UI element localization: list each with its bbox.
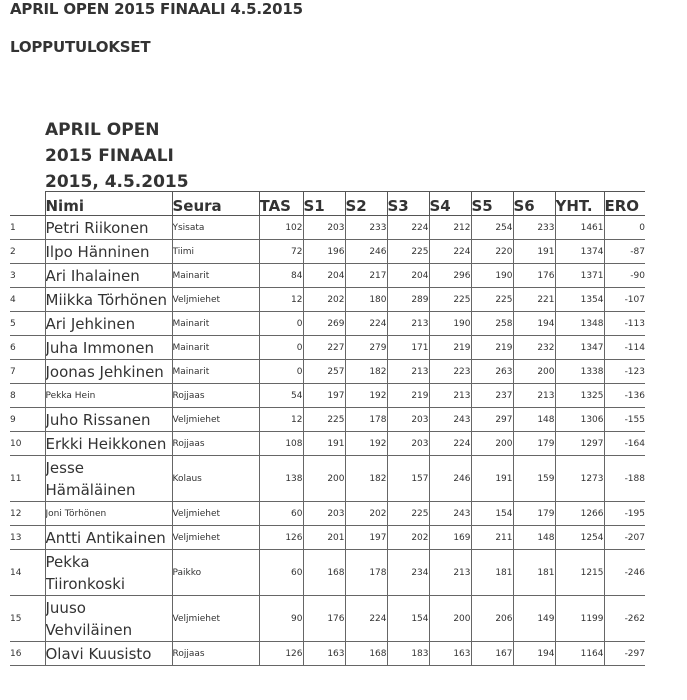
s2-cell: 224: [345, 596, 387, 642]
page-subtitle: LOPPUTULOKSET: [10, 38, 151, 56]
club-cell: Veljmiehet: [172, 596, 259, 642]
tas-cell: 138: [259, 456, 303, 502]
s4-cell: 213: [429, 384, 471, 408]
s3-cell: 203: [387, 432, 429, 456]
name-cell: Jesse Hämäläinen: [45, 456, 172, 502]
table-title-line: 2015, 4.5.2015: [45, 172, 189, 192]
table-row: [10, 550, 645, 596]
ero-cell: 0: [604, 216, 645, 240]
table-row: [10, 642, 645, 666]
s1-cell: 202: [303, 288, 345, 312]
table-body: [10, 216, 645, 666]
s4-cell: 200: [429, 596, 471, 642]
rank-cell: 6: [10, 336, 45, 360]
club-cell: Veljmiehet: [172, 526, 259, 550]
s6-cell: 194: [513, 642, 555, 666]
club-cell: Rojjaas: [172, 432, 259, 456]
ero-cell: -136: [604, 384, 645, 408]
tas-cell: 90: [259, 596, 303, 642]
total-cell: 1164: [555, 642, 604, 666]
s3-cell: 154: [387, 596, 429, 642]
total-cell: 1215: [555, 550, 604, 596]
header-rank: [10, 192, 45, 216]
header-cell: S2: [345, 192, 387, 216]
table-row: [10, 360, 645, 384]
header-cell: S1: [303, 192, 345, 216]
name-cell: Pekka Tiironkoski: [45, 550, 172, 596]
ero-cell: -114: [604, 336, 645, 360]
header-cell: S5: [471, 192, 513, 216]
s3-cell: 224: [387, 216, 429, 240]
table-row: [10, 408, 645, 432]
ero-cell: -297: [604, 642, 645, 666]
rank-cell: 7: [10, 360, 45, 384]
rank-cell: 13: [10, 526, 45, 550]
tas-cell: 12: [259, 408, 303, 432]
s6-cell: 181: [513, 550, 555, 596]
total-cell: 1347: [555, 336, 604, 360]
s6-cell: 232: [513, 336, 555, 360]
s5-cell: 167: [471, 642, 513, 666]
s3-cell: 219: [387, 384, 429, 408]
s3-cell: 234: [387, 550, 429, 596]
s6-cell: 200: [513, 360, 555, 384]
s1-cell: 163: [303, 642, 345, 666]
rank-cell: 2: [10, 240, 45, 264]
name-cell: Pekka Hein: [45, 384, 172, 408]
club-cell: Tiimi: [172, 240, 259, 264]
s1-cell: 197: [303, 384, 345, 408]
s3-cell: 213: [387, 312, 429, 336]
s6-cell: 159: [513, 456, 555, 502]
s1-cell: 176: [303, 596, 345, 642]
total-cell: 1306: [555, 408, 604, 432]
club-cell: Veljmiehet: [172, 288, 259, 312]
s4-cell: 224: [429, 240, 471, 264]
name-cell: Erkki Heikkonen: [45, 432, 172, 456]
club-cell: Mainarit: [172, 336, 259, 360]
s1-cell: 200: [303, 456, 345, 502]
total-cell: 1461: [555, 216, 604, 240]
table-row: [10, 384, 645, 408]
header-cell: S6: [513, 192, 555, 216]
ero-cell: -87: [604, 240, 645, 264]
s1-cell: 204: [303, 264, 345, 288]
total-cell: 1348: [555, 312, 604, 336]
rank-cell: 11: [10, 456, 45, 502]
rank-cell: 4: [10, 288, 45, 312]
page-title: APRIL OPEN 2015 FINAALI 4.5.2015: [10, 0, 303, 18]
club-cell: Mainarit: [172, 264, 259, 288]
club-cell: Paikko: [172, 550, 259, 596]
ero-cell: -246: [604, 550, 645, 596]
name-cell: Petri Riikonen: [45, 216, 172, 240]
s2-cell: 233: [345, 216, 387, 240]
s3-cell: 204: [387, 264, 429, 288]
table-row: [10, 526, 645, 550]
s5-cell: 297: [471, 408, 513, 432]
s1-cell: 191: [303, 432, 345, 456]
ero-cell: -164: [604, 432, 645, 456]
s5-cell: 263: [471, 360, 513, 384]
s6-cell: 148: [513, 526, 555, 550]
name-cell: Ilpo Hänninen: [45, 240, 172, 264]
tas-cell: 0: [259, 336, 303, 360]
header-cell: S4: [429, 192, 471, 216]
s3-cell: 203: [387, 408, 429, 432]
s1-cell: 225: [303, 408, 345, 432]
rank-cell: 3: [10, 264, 45, 288]
s2-cell: 182: [345, 456, 387, 502]
s6-cell: 213: [513, 384, 555, 408]
s4-cell: 190: [429, 312, 471, 336]
tas-cell: 84: [259, 264, 303, 288]
tas-cell: 0: [259, 360, 303, 384]
ero-cell: -113: [604, 312, 645, 336]
tas-cell: 126: [259, 526, 303, 550]
s2-cell: 217: [345, 264, 387, 288]
results-table-title: [45, 117, 189, 195]
header-cell: YHT.: [555, 192, 604, 216]
name-cell: Olavi Kuusisto: [45, 642, 172, 666]
tas-cell: 54: [259, 384, 303, 408]
header-cell: Seura: [172, 192, 259, 216]
ero-cell: -262: [604, 596, 645, 642]
s5-cell: 220: [471, 240, 513, 264]
club-cell: Rojjaas: [172, 642, 259, 666]
table-row: [10, 336, 645, 360]
total-cell: 1338: [555, 360, 604, 384]
s4-cell: 296: [429, 264, 471, 288]
s1-cell: 269: [303, 312, 345, 336]
s5-cell: 200: [471, 432, 513, 456]
ero-cell: -123: [604, 360, 645, 384]
s5-cell: 237: [471, 384, 513, 408]
tas-cell: 60: [259, 550, 303, 596]
name-cell: Ari Ihalainen: [45, 264, 172, 288]
tas-cell: 0: [259, 312, 303, 336]
tas-cell: 108: [259, 432, 303, 456]
name-cell: Antti Antikainen: [45, 526, 172, 550]
s2-cell: 192: [345, 384, 387, 408]
total-cell: 1273: [555, 456, 604, 502]
club-cell: Veljmiehet: [172, 502, 259, 526]
s6-cell: 191: [513, 240, 555, 264]
s5-cell: 154: [471, 502, 513, 526]
s6-cell: 149: [513, 596, 555, 642]
club-cell: Veljmiehet: [172, 408, 259, 432]
s4-cell: 243: [429, 408, 471, 432]
s3-cell: 225: [387, 240, 429, 264]
s6-cell: 194: [513, 312, 555, 336]
s2-cell: 178: [345, 550, 387, 596]
s4-cell: 213: [429, 550, 471, 596]
rank-cell: 10: [10, 432, 45, 456]
header-cell: TAS: [259, 192, 303, 216]
table-row: [10, 432, 645, 456]
rank-cell: 8: [10, 384, 45, 408]
ero-cell: -195: [604, 502, 645, 526]
header-cell: ERO: [604, 192, 645, 216]
s5-cell: 219: [471, 336, 513, 360]
s1-cell: 227: [303, 336, 345, 360]
ero-cell: -90: [604, 264, 645, 288]
name-cell: Juha Immonen: [45, 336, 172, 360]
club-cell: Mainarit: [172, 360, 259, 384]
s3-cell: 202: [387, 526, 429, 550]
s2-cell: 182: [345, 360, 387, 384]
table-row: [10, 240, 645, 264]
s1-cell: 196: [303, 240, 345, 264]
tas-cell: 126: [259, 642, 303, 666]
s1-cell: 203: [303, 216, 345, 240]
ero-cell: -107: [604, 288, 645, 312]
s4-cell: 212: [429, 216, 471, 240]
name-cell: Miikka Törhönen: [45, 288, 172, 312]
total-cell: 1371: [555, 264, 604, 288]
s6-cell: 179: [513, 502, 555, 526]
s4-cell: 163: [429, 642, 471, 666]
header-cell: Nimi: [45, 192, 172, 216]
total-cell: 1297: [555, 432, 604, 456]
s2-cell: 246: [345, 240, 387, 264]
s6-cell: 148: [513, 408, 555, 432]
s6-cell: 176: [513, 264, 555, 288]
tas-cell: 72: [259, 240, 303, 264]
tas-cell: 60: [259, 502, 303, 526]
table-title-line: 2015 FINAALI: [45, 146, 174, 166]
name-cell: Joonas Jehkinen: [45, 360, 172, 384]
s4-cell: 246: [429, 456, 471, 502]
rank-cell: 1: [10, 216, 45, 240]
tas-cell: 102: [259, 216, 303, 240]
s4-cell: 225: [429, 288, 471, 312]
club-cell: Kolaus: [172, 456, 259, 502]
table-row: [10, 596, 645, 642]
table-row: [10, 216, 645, 240]
club-cell: Mainarit: [172, 312, 259, 336]
s5-cell: 191: [471, 456, 513, 502]
s2-cell: 192: [345, 432, 387, 456]
ero-cell: -207: [604, 526, 645, 550]
s1-cell: 203: [303, 502, 345, 526]
total-cell: 1254: [555, 526, 604, 550]
s5-cell: 225: [471, 288, 513, 312]
s5-cell: 206: [471, 596, 513, 642]
name-cell: Ari Jehkinen: [45, 312, 172, 336]
total-cell: 1266: [555, 502, 604, 526]
s2-cell: 168: [345, 642, 387, 666]
s1-cell: 168: [303, 550, 345, 596]
s5-cell: 211: [471, 526, 513, 550]
s1-cell: 257: [303, 360, 345, 384]
total-cell: 1374: [555, 240, 604, 264]
table-header-row: [10, 192, 645, 216]
table-row: [10, 264, 645, 288]
s6-cell: 233: [513, 216, 555, 240]
s3-cell: 157: [387, 456, 429, 502]
s2-cell: 180: [345, 288, 387, 312]
ero-cell: -188: [604, 456, 645, 502]
total-cell: 1325: [555, 384, 604, 408]
s5-cell: 190: [471, 264, 513, 288]
s6-cell: 221: [513, 288, 555, 312]
rank-cell: 14: [10, 550, 45, 596]
club-cell: Rojjaas: [172, 384, 259, 408]
s3-cell: 289: [387, 288, 429, 312]
total-cell: 1199: [555, 596, 604, 642]
table-row: [10, 288, 645, 312]
club-cell: Ysisata: [172, 216, 259, 240]
name-cell: Juho Rissanen: [45, 408, 172, 432]
s2-cell: 178: [345, 408, 387, 432]
table-title-line: APRIL OPEN: [45, 120, 160, 140]
ero-cell: -155: [604, 408, 645, 432]
s5-cell: 181: [471, 550, 513, 596]
s6-cell: 179: [513, 432, 555, 456]
s4-cell: 223: [429, 360, 471, 384]
s4-cell: 243: [429, 502, 471, 526]
rank-cell: 15: [10, 596, 45, 642]
rank-cell: 5: [10, 312, 45, 336]
table-row: [10, 456, 645, 502]
s4-cell: 219: [429, 336, 471, 360]
s4-cell: 224: [429, 432, 471, 456]
s2-cell: 202: [345, 502, 387, 526]
name-cell: Joni Törhönen: [45, 502, 172, 526]
s5-cell: 258: [471, 312, 513, 336]
s2-cell: 279: [345, 336, 387, 360]
s3-cell: 213: [387, 360, 429, 384]
results-table: [10, 191, 645, 666]
s3-cell: 225: [387, 502, 429, 526]
table-row: [10, 502, 645, 526]
rank-cell: 12: [10, 502, 45, 526]
s5-cell: 254: [471, 216, 513, 240]
total-cell: 1354: [555, 288, 604, 312]
header-cell: S3: [387, 192, 429, 216]
rank-cell: 9: [10, 408, 45, 432]
table-row: [10, 312, 645, 336]
s3-cell: 183: [387, 642, 429, 666]
s2-cell: 197: [345, 526, 387, 550]
rank-cell: 16: [10, 642, 45, 666]
s1-cell: 201: [303, 526, 345, 550]
name-cell: Juuso Vehviläinen: [45, 596, 172, 642]
s4-cell: 169: [429, 526, 471, 550]
s2-cell: 224: [345, 312, 387, 336]
tas-cell: 12: [259, 288, 303, 312]
s3-cell: 171: [387, 336, 429, 360]
